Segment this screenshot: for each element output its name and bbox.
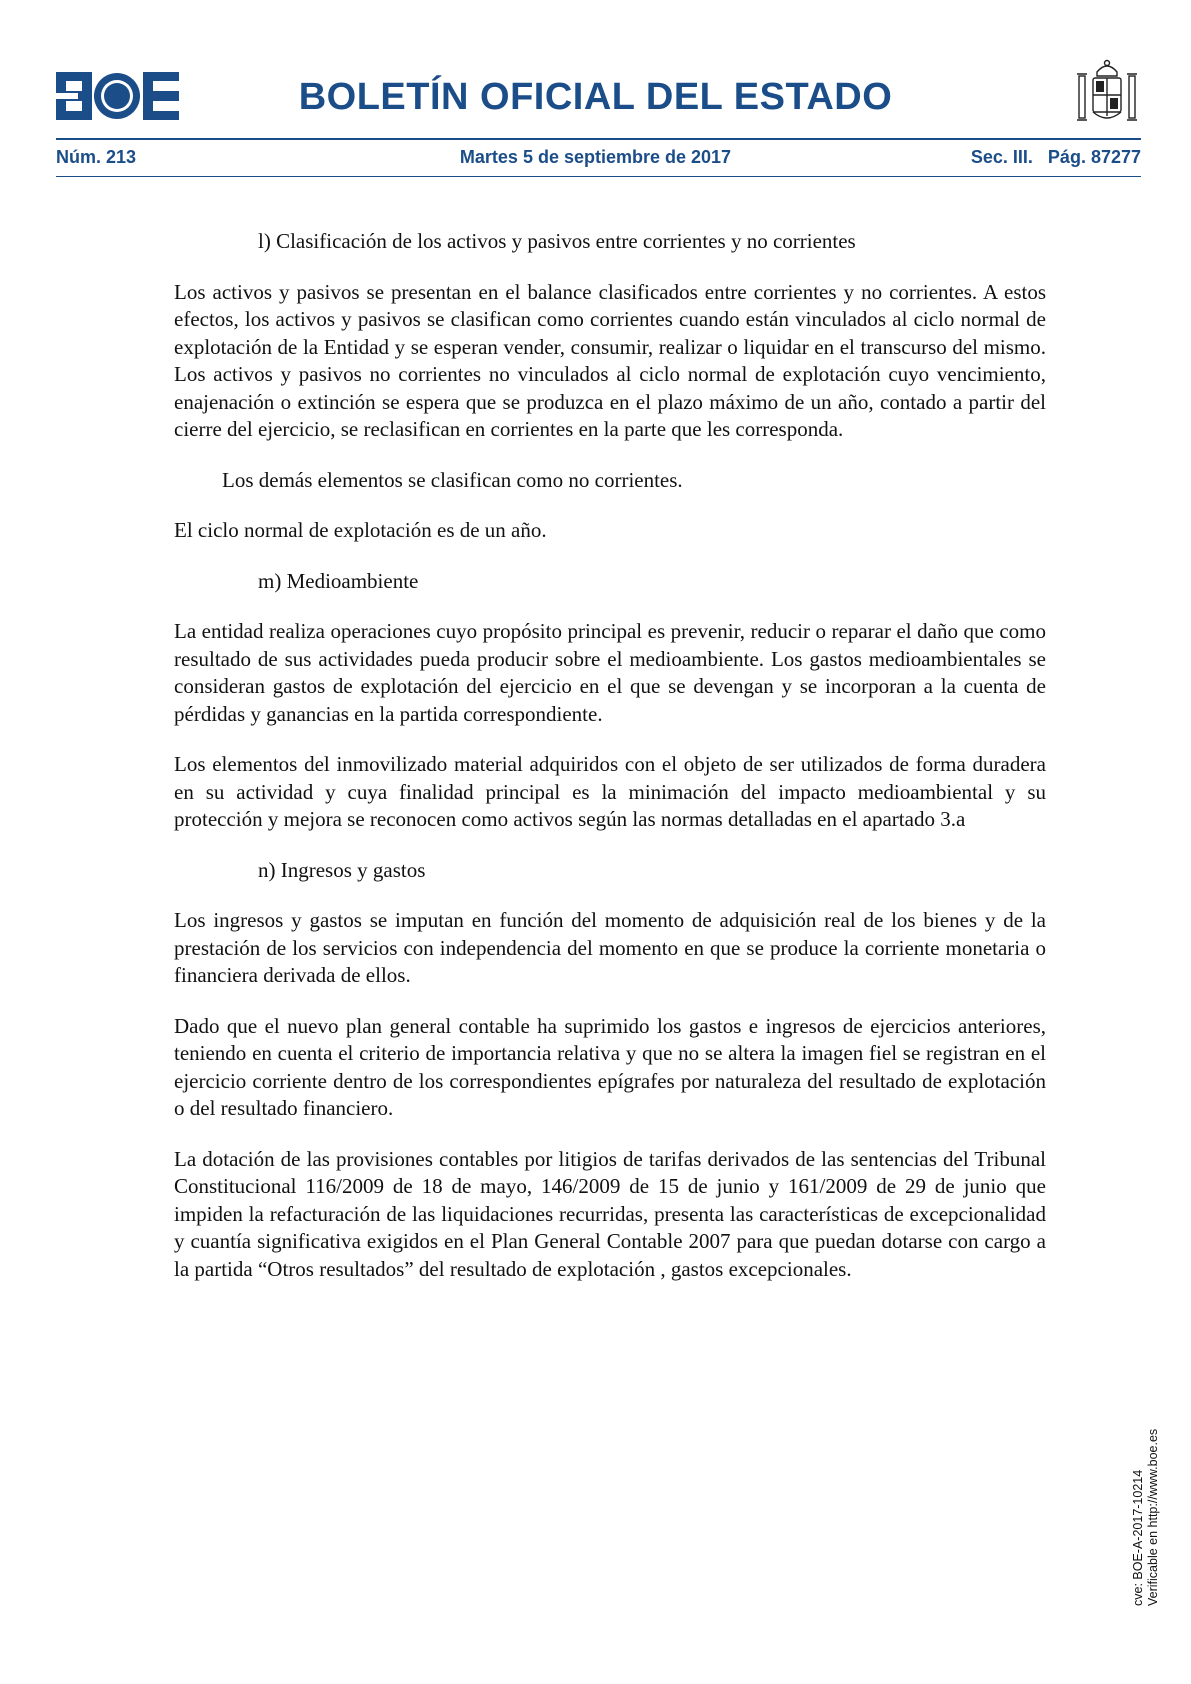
paragraph: Los demás elementos se clasifican como no corrientes. xyxy=(222,467,683,492)
paragraph: Los activos y pasivos se presentan en el balance clasificados entre corrientes y no corrientes. A estos efectos, los activos y pasivos se clasifican como corrientes cuando están vinculados al ciclo normal de explotación de la Entidad y se esperan vender, consumir, realizar o liquidar en el transcurso del mismo. Los activos y pasivos no corrientes no vinculados al ciclo normal de explotación cuyo vencimiento, enajenación o extinción se espera que se produzca en el plazo máximo de un año, contado a partir del cierre del ejercicio, se reclasifican en corrientes en la parte que les corresponda. xyxy=(174,279,1046,441)
verification-link[interactable]: Verificable en http://www.boe.es xyxy=(1146,1428,1160,1606)
section-heading-l: l) Clasificación de los activos y pasivos entre corrientes y no corrientes xyxy=(258,229,856,253)
section-page: Sec. III. Pág. 87277 xyxy=(970,147,1141,167)
issue-number: Núm. 213 xyxy=(56,147,137,167)
document-body xyxy=(174,228,1046,1283)
paragraph: Dado que el nuevo plan general contable ha suprimido los gastos e ingresos de ejercicios anteriores, teniendo en cuenta el criterio de importancia relativa y que no se altera la imagen fiel se registran en el ejercicio corriente dentro de los correspondientes epígrafes por naturaleza del resultado de explotación o del resultado financiero. xyxy=(174,1013,1046,1120)
paragraph: La entidad realiza operaciones cuyo propósito principal es prevenir, reducir o reparar el daño que como resultado de sus actividades pueda producir sobre el medioambiente. Los gastos medioambientales se consideran gastos de explotación del ejercicio en el que se devengan y se incorporan a la cuenta de pérdidas y ganancias en la partida correspondiente. xyxy=(174,619,1046,726)
header-rule-bottom xyxy=(56,176,1141,177)
verification-footer xyxy=(1131,1429,1161,1606)
header-rule-top xyxy=(56,138,1141,140)
issue-date: Martes 5 de septiembre de 2017 xyxy=(459,147,732,167)
section-heading-n: n) Ingresos y gastos xyxy=(258,857,426,882)
paragraph: La dotación de las provisiones contables por litigios de tarifas derivados de las sentencias del Tribunal Constitucional 116/2009 de 18 de mayo, 146/2009 de 15 de junio y 161/2009 de 29 de junio que impiden la refacturación de las liquidaciones recurridas, presenta las características de excepcionalidad y cuantía significativa exigidos en el Plan General Contable 2007 para que puedan dotarse con cargo a la partida “Otros resultados” del resultado de explotación , gastos excepcionales. xyxy=(174,1146,1046,1281)
coat-of-arms-icon xyxy=(1073,58,1141,130)
page-title: BOLETÍN OFICIAL DEL ESTADO xyxy=(298,76,893,118)
paragraph: Los elementos del inmovilizado material adquiridos con el objeto de ser utilizados de forma duradera en su actividad y cuya finalidad principal es la minimación del impacto medioambiental y su protección y mejora se reconocen como activos según las normas detalladas en el apartado 3.a xyxy=(174,752,1046,831)
paragraph: El ciclo normal de explotación es de un año. xyxy=(174,518,547,542)
section-heading-m: m) Medioambiente xyxy=(258,568,419,593)
cve-code: cve: BOE-A-2017-10214 xyxy=(1131,1469,1145,1606)
paragraph: Los ingresos y gastos se imputan en función del momento de adquisición real de los bienes y de la prestación de los servicios con independencia del momento en que se produce la corriente monetaria o financiera derivada de ellos. xyxy=(174,908,1046,987)
